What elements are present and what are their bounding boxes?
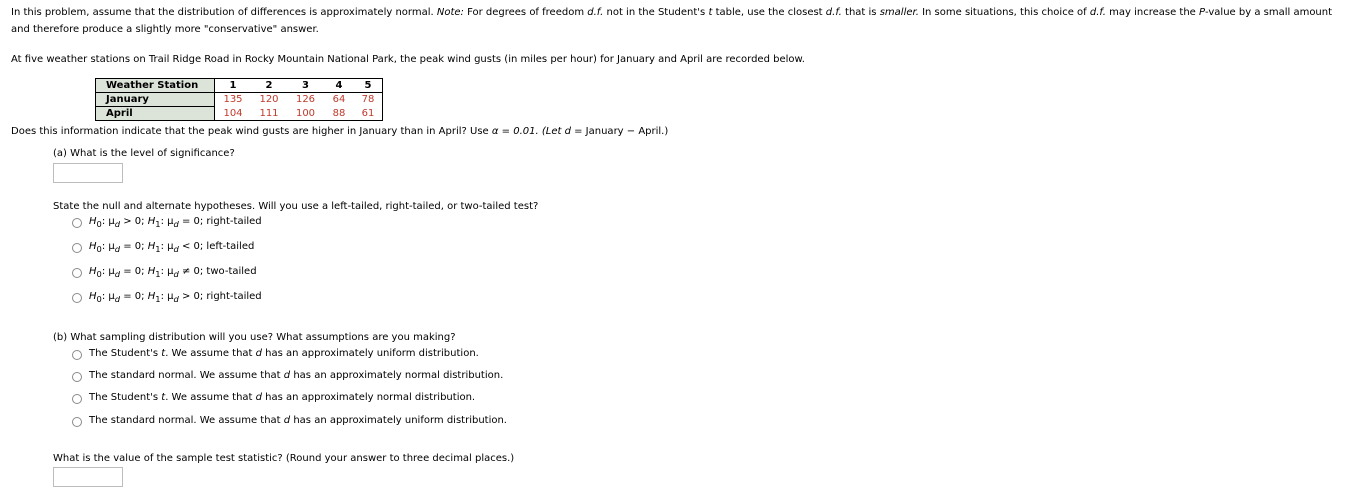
distribution-option-1[interactable]: The Student's t. We assume that d has an approximately uniform distribution. [89, 348, 479, 359]
table-cell: 111 [251, 107, 287, 121]
station-header: 1 [215, 79, 252, 93]
station-header: 2 [251, 79, 287, 93]
table-cell: 126 [287, 93, 324, 107]
hypothesis-option-4[interactable]: $H_0$: $\mu_d = 0$; $H_1$: $\mu_d > 0$; right-tailed [89, 291, 262, 304]
distribution-radio-3[interactable] [72, 394, 82, 404]
question-text: Does this information indicate that the peak wind gusts are higher in January than in April? Use α = 0.01. (Let d = January − April.) [11, 126, 669, 137]
part-a-label: (a) What is the level of significance? [53, 148, 235, 159]
table-cell: 120 [251, 93, 287, 107]
hypothesis-radio-2[interactable] [72, 243, 82, 253]
distribution-radio-1[interactable] [72, 350, 82, 360]
table-cell: 88 [324, 107, 354, 121]
table-cell: 100 [287, 107, 324, 121]
hypothesis-option-1[interactable]: $H_0$: $\mu_d > 0$; $H_1$: $\mu_d = 0$; right-tailed [89, 216, 262, 229]
wind-gust-table [95, 78, 383, 121]
hypotheses-prompt: State the null and alternate hypotheses. Will you use a left-tailed, right-tailed, or two-tailed test? [53, 201, 539, 212]
distribution-option-2[interactable]: The standard normal. We assume that d has an approximately normal distribution. [89, 370, 504, 381]
distribution-option-3[interactable]: The Student's t. We assume that d has an approximately normal distribution. [89, 392, 476, 403]
table-cell: 64 [324, 93, 354, 107]
hypothesis-radio-1[interactable] [72, 218, 82, 228]
station-header: 3 [287, 79, 324, 93]
table-cell: 78 [354, 93, 383, 107]
hypothesis-option-3[interactable]: $H_0$: $\mu_d = 0$; $H_1$: $\mu_d \ne 0$; two-tailed [89, 266, 257, 279]
hypothesis-radio-3[interactable] [72, 268, 82, 278]
intro-paragraph: In this problem, assume that the distribution of differences is approximately normal. Note: For degrees of freedom d.f. not in the Student's t table, use the closest d.f. that is smaller. In some situations, this choice of d.f. may increase the P-value by a small amount and therefore produce a slightly more "conservative" answer. [11, 7, 1333, 35]
table-cell: 104 [215, 107, 252, 121]
table-row [96, 107, 383, 121]
significance-answer-input[interactable] [53, 163, 123, 183]
test-statistic-input[interactable] [53, 467, 123, 487]
distribution-radio-4[interactable] [72, 417, 82, 427]
row-label: January [96, 93, 215, 107]
station-header: 4 [324, 79, 354, 93]
table-cell: 135 [215, 93, 252, 107]
distribution-radio-2[interactable] [72, 372, 82, 382]
hypothesis-radio-4[interactable] [72, 293, 82, 303]
table-header-label: Weather Station [96, 79, 215, 93]
test-statistic-prompt: What is the value of the sample test statistic? (Round your answer to three decimal places.) [53, 453, 515, 464]
context-text: At five weather stations on Trail Ridge Road in Rocky Mountain National Park, the peak wind gusts (in miles per hour) for January and April are recorded below. [11, 54, 805, 65]
table-cell: 61 [354, 107, 383, 121]
table-row [96, 93, 383, 107]
hypothesis-option-2[interactable]: $H_0$: $\mu_d = 0$; $H_1$: $\mu_d < 0$; left-tailed [89, 241, 255, 254]
row-label: April [96, 107, 215, 121]
station-header: 5 [354, 79, 383, 93]
distribution-option-4[interactable]: The standard normal. We assume that d has an approximately uniform distribution. [89, 415, 507, 426]
part-b-prompt: (b) What sampling distribution will you use? What assumptions are you making? [53, 332, 456, 343]
